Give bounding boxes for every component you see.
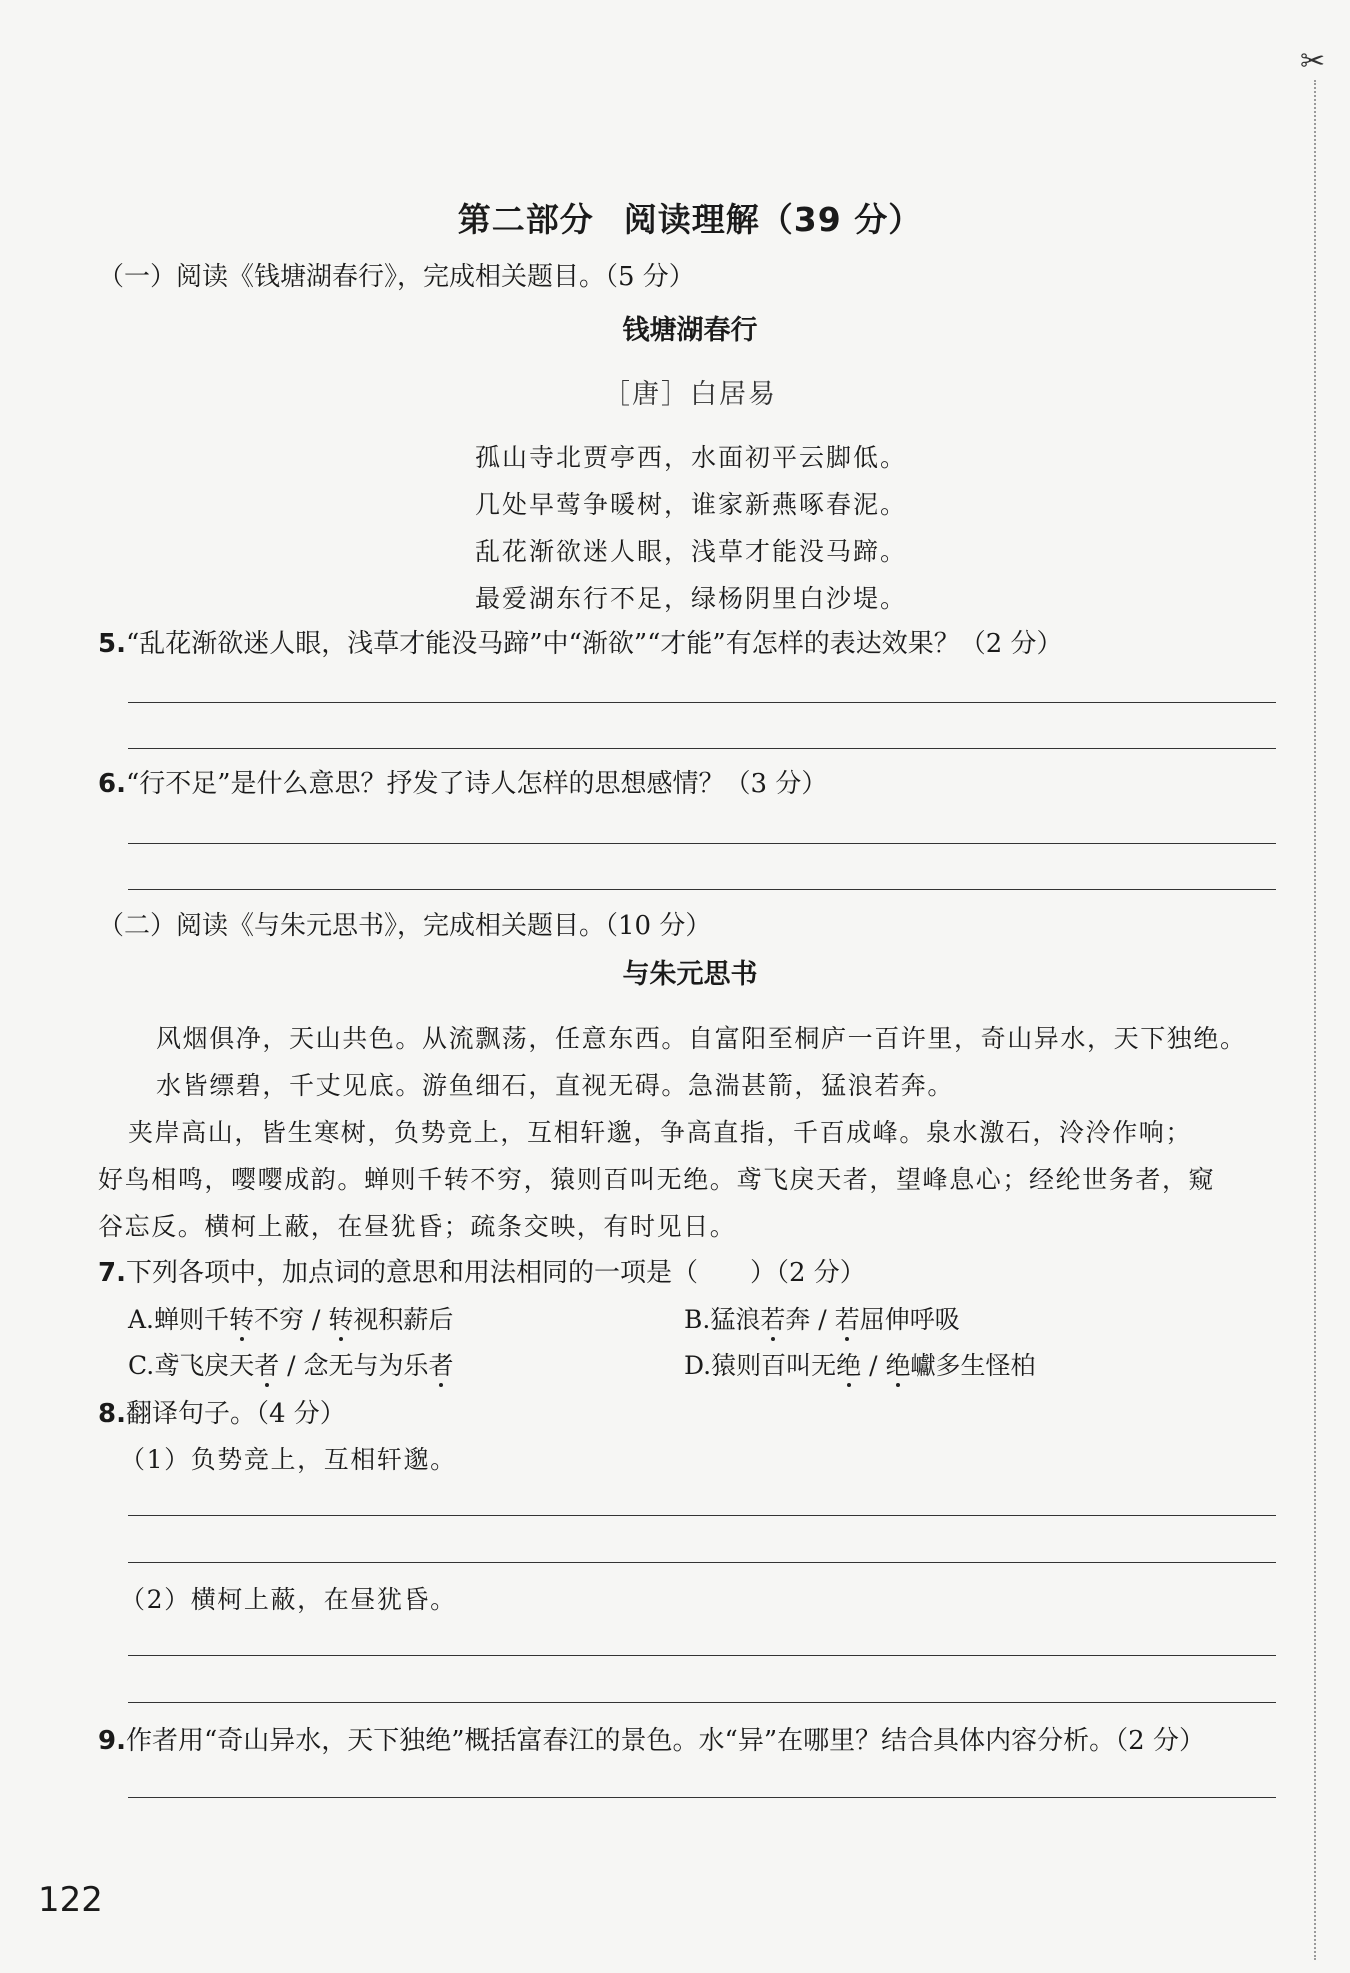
question-text: 下列各项中，加点词的意思和用法相同的一项是（ ）（2 分） (125, 1258, 866, 1288)
question-number: 7. (98, 1258, 126, 1288)
part-title-b: 阅读理解（39 分） (623, 200, 923, 239)
option-label: B. (684, 1305, 711, 1334)
prose-title: 与朱元思书 (622, 959, 758, 990)
option-text: 不穷 / (254, 1305, 329, 1334)
question-7 (98, 1252, 866, 1289)
option-a[interactable] (128, 1300, 453, 1336)
option-text: 蝉则千 (154, 1305, 230, 1334)
answer-line[interactable] (128, 702, 1276, 703)
cut-line (1314, 80, 1316, 1960)
answer-line[interactable] (128, 1562, 1276, 1563)
poem-line: 最爱湖东行不足，绿杨阴里白沙堤。 (475, 584, 908, 613)
option-text: / (861, 1351, 886, 1380)
question-text: “行不足”是什么意思？抒发了诗人怎样的思想感情？（3 分） (125, 769, 828, 799)
question-8 (98, 1393, 346, 1430)
question-number: 8. (98, 1399, 126, 1429)
dotted-char: 者 (428, 1351, 454, 1380)
prose-line: 好鸟相鸣，嘤嘤成韵。蝉则千转不穷，猿则百叫无绝。鸢飞戾天者，望峰息心；经纶世务者，窥 (98, 1165, 1216, 1194)
page-number: 122 (38, 1880, 103, 1920)
scissors-icon: ✂ (1300, 44, 1326, 79)
section1-heading: （一）阅读《钱塘湖春行》，完成相关题目。（5 分） (98, 262, 695, 292)
question-text: 作者用“奇山异水，天下独绝”概括富春江的景色。水“异”在哪里？结合具体内容分析。（2 分） (125, 1726, 1205, 1756)
option-text: 猿则百叫无 (711, 1351, 837, 1380)
poem-line: 几处早莺争暖树，谁家新燕啄春泥。 (475, 490, 908, 519)
question-number: 6. (98, 769, 126, 799)
poem-author: ［唐］白居易 (603, 379, 777, 410)
answer-line[interactable] (128, 748, 1276, 749)
answer-line[interactable] (128, 843, 1276, 844)
question-9 (98, 1720, 1205, 1757)
option-text: 鸢飞戾天 (154, 1351, 255, 1380)
q8-item-1: （1）负势竞上，互相轩邈。 (120, 1445, 457, 1474)
poem-line: 孤山寺北贾亭西，水面初平云脚低。 (475, 443, 908, 472)
answer-line[interactable] (128, 1702, 1276, 1703)
part-title-a: 第二部分 (457, 200, 594, 239)
option-text: 奔 / (785, 1305, 835, 1334)
answer-line[interactable] (128, 1655, 1276, 1656)
prose-line: 谷忘反。横柯上蔽，在昼犹昏；疏条交映，有时见日。 (98, 1212, 737, 1241)
dotted-char: 转 (229, 1305, 255, 1334)
option-text: 视积薪后 (353, 1305, 454, 1334)
prose-line: 风烟俱净，天山共色。从流飘荡，任意东西。自富阳至桐庐一百许里，奇山异水，天下独绝。 (156, 1024, 1247, 1053)
answer-line[interactable] (128, 889, 1276, 890)
question-6 (98, 763, 827, 800)
question-text: “乱花渐欲迷人眼，浅草才能没马蹄”中“渐欲”“才能”有怎样的表达效果？（2 分） (125, 629, 1063, 659)
prose-line: 夹岸高山，皆生寒树，负势竞上，互相轩邈，争高直指，千百成峰。泉水激石，泠泠作响； (128, 1118, 1193, 1147)
dotted-char: 若 (834, 1305, 860, 1334)
option-c[interactable] (128, 1346, 454, 1382)
question-text: 翻译句子。（4 分） (125, 1399, 346, 1429)
answer-line[interactable] (128, 1515, 1276, 1516)
part-title (0, 194, 1350, 241)
option-label: D. (684, 1351, 712, 1380)
option-b[interactable] (684, 1300, 960, 1336)
option-text: 屈伸呼吸 (859, 1305, 960, 1334)
dotted-char: 若 (760, 1305, 786, 1334)
prose-line: 水皆缥碧，千丈见底。游鱼细石，直视无碍。急湍甚箭，猛浪若奔。 (156, 1071, 955, 1100)
question-number: 5. (98, 629, 126, 659)
option-label: A. (128, 1305, 155, 1334)
option-text: 猛浪 (710, 1305, 761, 1334)
dotted-char: 者 (254, 1351, 280, 1380)
dotted-char: 绝 (885, 1351, 911, 1380)
dotted-char: 绝 (836, 1351, 862, 1380)
poem-line: 乱花渐欲迷人眼，浅草才能没马蹄。 (475, 537, 908, 566)
poem-title: 钱塘湖春行 (622, 315, 758, 346)
answer-line[interactable] (128, 1797, 1276, 1798)
q8-item-2: （2）横柯上蔽，在昼犹昏。 (120, 1585, 457, 1614)
dotted-char: 转 (328, 1305, 354, 1334)
option-text: 巘多生怪柏 (910, 1351, 1036, 1380)
question-5 (98, 623, 1063, 660)
option-label: C. (128, 1351, 155, 1380)
section2-heading: （二）阅读《与朱元思书》，完成相关题目。（10 分） (98, 911, 712, 941)
option-d[interactable] (684, 1346, 1036, 1382)
question-number: 9. (98, 1726, 126, 1756)
option-text: / 念无与为乐 (279, 1351, 429, 1380)
